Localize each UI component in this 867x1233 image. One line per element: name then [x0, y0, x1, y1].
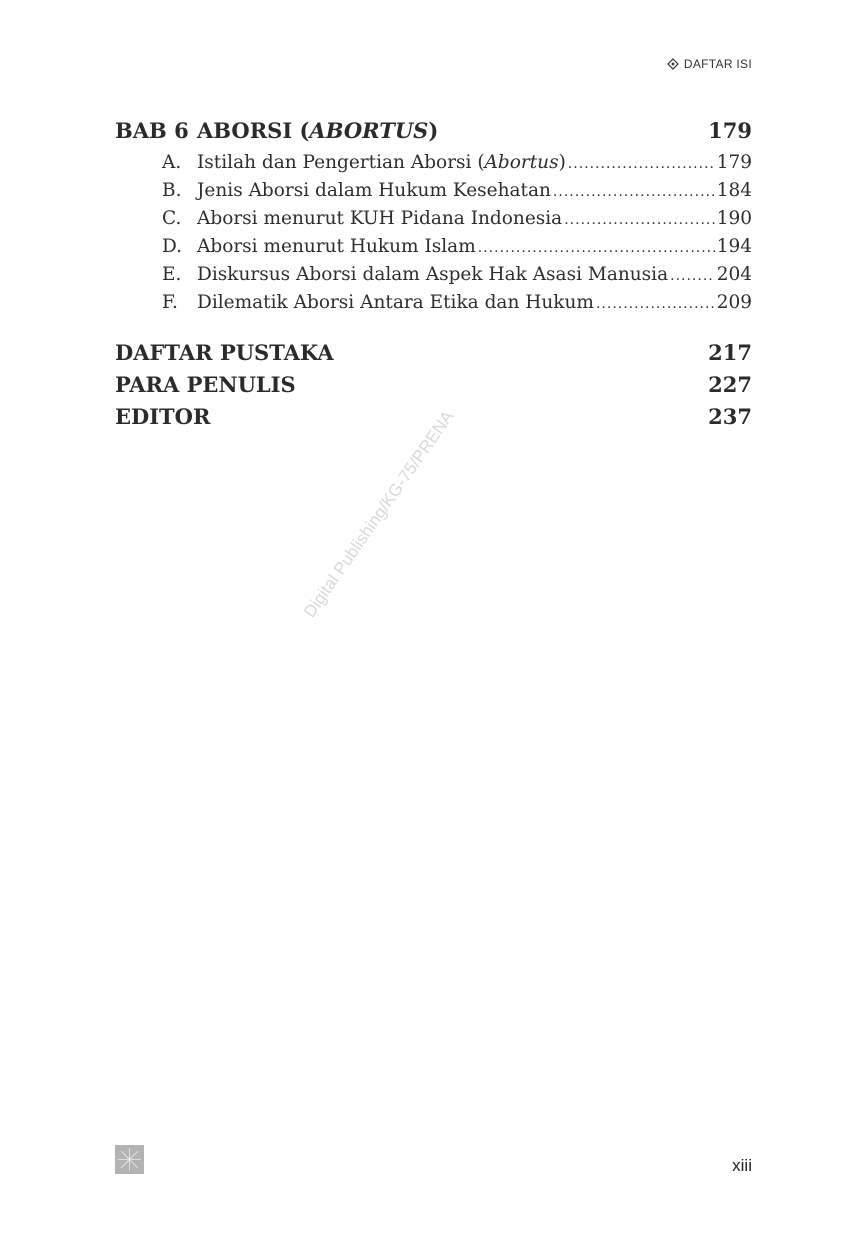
entry-text: Aborsi menurut KUH Pidana Indonesia: [197, 208, 563, 229]
toc-entry-b[interactable]: [115, 180, 752, 208]
toc-entry-e[interactable]: [115, 264, 752, 292]
running-title: DAFTAR ISI: [683, 57, 752, 71]
toc-entry-a[interactable]: [115, 152, 752, 180]
entry-letter: F.: [162, 292, 178, 313]
chapter-heading[interactable]: [115, 118, 752, 152]
toc-entry-f[interactable]: [115, 292, 752, 320]
publisher-logo-icon: [115, 1145, 144, 1174]
chapter-page: 179: [708, 118, 752, 143]
dot-leader: [568, 156, 715, 172]
page-number: xiii: [732, 1156, 752, 1175]
entry-text: Jenis Aborsi dalam Hukum Kesehatan: [197, 180, 551, 201]
entry-page: 184: [716, 180, 752, 201]
entry-page: 179: [716, 152, 752, 173]
dot-leader: [596, 296, 715, 312]
table-of-contents: [115, 118, 752, 436]
entry-text: Diskursus Aborsi dalam Aspek Hak Asasi Manusia: [197, 264, 669, 285]
entry-page: 190: [716, 208, 752, 229]
back-matter-page: 217: [708, 340, 752, 365]
dot-leader: [564, 212, 714, 228]
back-matter-page: 237: [708, 404, 752, 429]
entry-letter: E.: [162, 264, 182, 285]
entry-letter: A.: [162, 152, 182, 173]
back-matter-page: 227: [708, 372, 752, 397]
back-matter-title: EDITOR: [115, 404, 211, 429]
toc-back-matter-bibliography[interactable]: [115, 340, 752, 372]
back-matter-title: PARA PENULIS: [115, 372, 296, 397]
dot-leader: [478, 240, 715, 256]
dot-leader: [553, 184, 715, 200]
toc-back-matter-authors[interactable]: [115, 372, 752, 404]
watermark: Digital Publishing/KG-75/PRENA: [300, 407, 458, 621]
toc-entry-c[interactable]: [115, 208, 752, 236]
back-matter-title: DAFTAR PUSTAKA: [115, 340, 334, 365]
entry-text: Istilah dan Pengertian Aborsi (Abortus): [197, 152, 566, 173]
chapter-title: ABORSI (ABORTUS): [197, 118, 439, 143]
running-header: [667, 57, 752, 71]
dot-leader: [670, 268, 715, 284]
entry-letter: C.: [162, 208, 182, 229]
entry-page: 194: [716, 236, 752, 257]
entry-page: 204: [716, 264, 752, 285]
entry-letter: D.: [162, 236, 183, 257]
entry-letter: B.: [162, 180, 182, 201]
toc-entry-d[interactable]: [115, 236, 752, 264]
diamond-icon: [667, 58, 679, 70]
chapter-number: BAB 6: [115, 118, 189, 143]
entry-text: Dilematik Aborsi Antara Etika dan Hukum: [197, 292, 594, 313]
entry-page: 209: [716, 292, 752, 313]
entry-text: Aborsi menurut Hukum Islam: [197, 236, 476, 257]
